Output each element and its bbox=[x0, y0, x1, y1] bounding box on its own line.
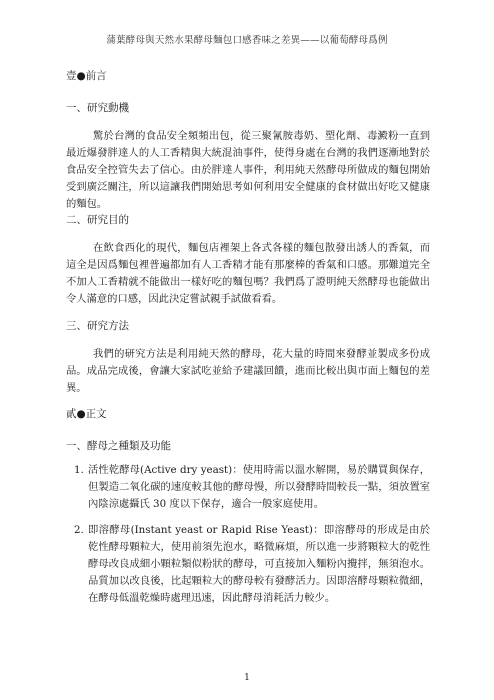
heading-yeast-types: 一、酵母之種類及功能 bbox=[66, 440, 171, 452]
heading-motivation: 一、研究動機 bbox=[66, 102, 129, 114]
paragraph-purpose: 在飲食西化的現代，麵包店裡架上各式各樣的麵包散發出誘人的香氣，而這全是因爲麵包裡普遍都加有人工香精才能有那麼棒的香氣和口感。那難道完全不加人工香精就不能做出一樣好吃的麵包嗎？我們爲了證明純天然酵母也能做出令人滿意的口感，因此決定嘗試親手試做看看。 bbox=[66, 242, 430, 305]
section-heading-preface: 壹●前言 bbox=[66, 70, 107, 82]
page-number: 1 bbox=[244, 673, 250, 683]
list-item-number: 2. bbox=[74, 524, 84, 536]
paragraph-motivation: 驚於台灣的食品安全頻頻出包，從三聚氰胺毒奶、塑化劑、毒澱粉一直到最近爆發胖達人的人工香精與大統混油事件，使得身處在台灣的我們逐漸地對於食品安全控管失去了信心。由於胖達人事件，利用純天然酵母所做成的麵包開始受到廣泛關注，所以這讓我們開始思考如何利用安全健康的食材做出好吃又健康的麵包。 bbox=[66, 130, 430, 210]
paragraph-method: 我們的研究方法是利用純天然的酵母，花大量的時間來發酵並製成多份成品。成品完成後，會讓大家試吃並給予建議回饋，進而比較出與市面上麵包的差異。 bbox=[66, 348, 430, 394]
list-item bbox=[74, 522, 430, 607]
section-heading-main: 貳●正文 bbox=[66, 408, 107, 420]
list-item-text: 活性乾酵母(Active dry yeast)：使用時需以溫水解開，易於購買與保存，但製造二氧化碳的速度較其他的酵母慢，所以發酵時間較長一點，須放置室內陰涼處攝氏 30 度以下保存，適合一般家庭使用。 bbox=[88, 464, 430, 510]
list-item-number: 1. bbox=[74, 464, 84, 476]
heading-purpose: 二、研究目的 bbox=[66, 214, 129, 226]
list-item bbox=[74, 462, 430, 513]
list-item-text: 即溶酵母(Instant yeast or Rapid Rise Yeast)：即溶酵母的形成是由於乾性酵母顆粒大，使用前須先泡水，略微麻煩，所以進一步將顆粒大的乾性酵母改良成細小顆粒類似粉狀的酵母，可直接加入麵粉內攪拌，無須泡水。品質加以改良後，比起顆粒大的酵母較有發酵活力。因即溶酵母顆粒微細，在酵母低溫乾燥時處理迅速，因此酵母消耗活力較少。 bbox=[88, 524, 430, 604]
heading-method: 三、研究方法 bbox=[66, 320, 129, 332]
running-header: 蒲葉酵母與天然水果酵母麵包口感香味之差異——以葡萄酵母爲例 bbox=[106, 35, 388, 46]
